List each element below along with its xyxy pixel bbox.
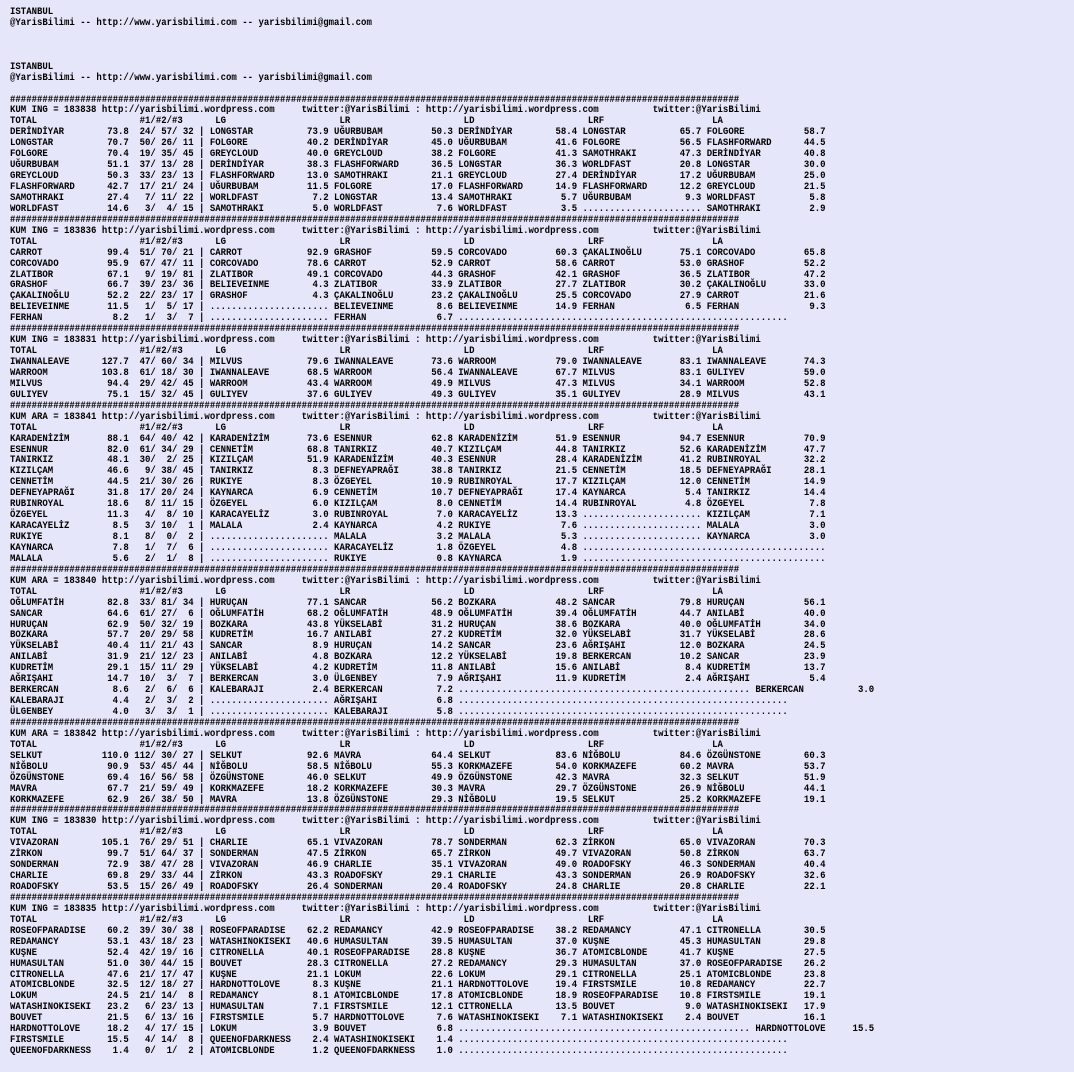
- race-table: [10, 719, 874, 807]
- race-table: [10, 325, 874, 402]
- race-row: CORCOVADO 95.9 67/ 47/ 11 | CORCOVADO 78.6 CARROT 52.9 CARROT 58.6 CARROT 53.0 GRASHOF 52.2: [10, 258, 826, 270]
- race-row: RUKIYE 8.1 8/ 0/ 2 | ...................... MALALA 3.2 MALALA 5.3 ...................... KAYNARCA 3.0: [10, 532, 826, 543]
- race-row: ANILABİ 31.9 21/ 12/ 23 | ANILABİ 4.8 BOZKARA 12.2 YÜKSELABİ 19.8 BERKERCAN 10.2 SANCAR 23.9: [10, 652, 826, 664]
- blank-line: [10, 30, 874, 41]
- race-row: ROADOFSKY 53.5 15/ 26/ 49 | ROADOFSKY 26.4 SONDERMAN 20.4 ROADOFSKY 24.8 CHARLIE 20.8 CHARLIE 22.1: [10, 882, 826, 893]
- race-row: KAYNARCA 7.8 1/ 7/ 6 | ...................... KARACAYELİZ 1.8 ÖZGEYEL 4.8 .............................................: [10, 542, 826, 554]
- race-row: FERHAN 8.2 1/ 3/ 7 | ...................... FERHAN 6.7 .............................................................: [10, 313, 788, 325]
- race-row: GRASHOF 66.7 39/ 23/ 36 | BELIEVEINME 4.3 ZLATIBOR 33.9 ZLATIBOR 27.7 ZLATIBOR 30.2 ÇAKALINOĞLU 33.0: [10, 280, 826, 292]
- race-row: YÜKSELABİ 40.4 11/ 21/ 43 | SANCAR 8.9 HURUÇAN 14.2 SANCAR 23.6 AĞRIŞAHI 12.0 BOZKARA 24.5: [10, 641, 826, 653]
- race-row: WATASHINOKISEKI 23.2 6/ 23/ 13 | HUMASULTAN 7.1 FIRSTSMILE 12.1 CITRONELLA 13.5 BOUVET 9.0 WATASHINOKISEKI 17.9: [10, 1002, 826, 1014]
- race-row: SAMOTHRAKI 27.4 7/ 11/ 22 | WORLDFAST 7.2 LONGSTAR 13.4 SAMOTHRAKI 5.7 UĞURBUBAM 9.3 WORLDFAST 5.8: [10, 192, 826, 204]
- race-row: KORKMAZEFE 62.9 26/ 38/ 50 | MAVRA 13.8 ÖZGÜNSTONE 29.3 NİĞBOLU 19.5 SELKUT 25.2 KORKMAZEFE 19.1: [10, 794, 826, 806]
- race-row: DEFNEYAPRAĞI 31.8 17/ 20/ 24 | KAYNARCA 6.9 CENNETİM 10.7 DEFNEYAPRAĞI 17.4 KAYNARCA 5.4 TANIRKIZ 14.4: [10, 488, 826, 500]
- race-row: RUBINROYAL 18.6 8/ 11/ 15 | ÖZGEYEL 6.0 KIZILÇAM 8.0 CENNETİM 14.4 RUBINROYAL 4.8 ÖZGEYEL 7.8: [10, 499, 826, 511]
- separator-line: #######################################################################################################################################: [10, 892, 740, 904]
- race-row: OĞLUMFATİH 82.8 33/ 81/ 34 | HURUÇAN 77.1 SANCAR 56.2 BOZKARA 48.2 SANCAR 79.8 HURUÇAN 56.1: [10, 597, 826, 609]
- blank-line: [10, 85, 874, 96]
- race-title-line: KUM ING = 183830 http://yarisbilimi.wordpress.com twitter:@YarisBilimi : http://yarisbilimi.wordpress.com twitter:@YarisBilimi: [10, 816, 761, 828]
- race-row: GULIYEV 75.1 15/ 32/ 45 | GULIYEV 37.6 GULIYEV 49.3 GULIYEV 35.1 GULIYEV 28.9 MILVUS 43.1: [10, 389, 826, 401]
- race-row: NİĞBOLU 90.9 53/ 45/ 44 | NİĞBOLU 58.5 NİĞBOLU 55.3 KORKMAZEFE 54.0 KORKMAZEFE 60.2 MAVRA 53.7: [10, 761, 826, 773]
- header-city: ISTANBUL: [10, 7, 54, 18]
- race-row: HARDNOTTOLOVE 18.2 4/ 17/ 15 | LOKUM 3.9 BOUVET 6.8 ...................................................... HARDNOTTOLOVE 15.5: [10, 1024, 875, 1036]
- race-row: WARROOM 103.8 61/ 18/ 30 | IWANNALEAVE 68.5 WARROOM 56.4 IWANNALEAVE 67.7 MILVUS 83.1 GULIYEV 59.0: [10, 367, 826, 379]
- race-table: [10, 402, 874, 566]
- column-header-line: TOTAL #1/#2/#3 LG LR LD LRF LA: [10, 914, 723, 926]
- column-header-line: TOTAL #1/#2/#3 LG LR LD LRF LA: [10, 346, 723, 358]
- race-title-line: KUM ING = 183836 http://yarisbilimi.wordpress.com twitter:@YarisBilimi : http://yarisbilimi.wordpress.com twitter:@YarisBilimi: [10, 225, 761, 237]
- race-table: [10, 806, 874, 894]
- race-row: MAVRA 67.7 21/ 59/ 49 | KORKMAZEFE 18.2 KORKMAZEFE 30.3 MAVRA 29.7 ÖZGÜNSTONE 26.9 NİĞBOLU 44.1: [10, 783, 826, 795]
- race-row: ESENNUR 82.0 61/ 34/ 29 | CENNETİM 68.8 TANIRKIZ 40.7 KIZILÇAM 44.8 TANIRKIZ 52.6 KARADENİZİM 47.7: [10, 444, 826, 456]
- race-row: KARADENİZİM 88.1 64/ 40/ 42 | KARADENİZİM 73.6 ESENNUR 62.8 KARADENİZİM 51.9 ESENNUR 94.7 ESENNUR 70.9: [10, 433, 826, 445]
- race-row: FOLGORE 70.4 19/ 35/ 45 | GREYCLOUD 40.0 GREYCLOUD 38.2 FOLGORE 41.3 SAMOTHRAKI 47.3 DERİNDİYAR 40.8: [10, 149, 826, 161]
- race-row: CHARLIE 69.8 29/ 33/ 44 | ZİRKON 43.3 ROADOFSKY 29.1 CHARLIE 43.3 SONDERMAN 26.9 ROADOFSKY 32.6: [10, 871, 826, 883]
- separator-line: #######################################################################################################################################: [10, 324, 740, 336]
- race-row: REDAMANCY 53.1 43/ 18/ 23 | WATASHINOKISEKI 40.6 HUMASULTAN 39.5 HUMASULTAN 37.0 KUŞNE 45.3 HUMASULTAN 29.8: [10, 936, 826, 948]
- header-contact: @YarisBilimi -- http://www.yarisbilimi.com -- yarisbilimi@gmail.com: [10, 17, 372, 29]
- separator-line: #######################################################################################################################################: [10, 400, 740, 412]
- race-row: VIVAZORAN 105.1 76/ 29/ 51 | CHARLIE 65.1 VIVAZORAN 78.7 SONDERMAN 62.3 ZİRKON 65.0 VIVAZORAN 70.3: [10, 838, 826, 850]
- race-row: MILVUS 94.4 29/ 42/ 45 | WARROOM 43.4 WARROOM 49.9 MILVUS 47.3 MILVUS 34.1 WARROOM 52.8: [10, 378, 826, 390]
- race-report-sheet: [10, 8, 874, 1058]
- race-row: CITRONELLA 47.6 21/ 17/ 47 | KUŞNE 21.1 LOKUM 22.6 LOKUM 29.1 CITRONELLA 25.1 ATOMICBLONDE 23.8: [10, 969, 826, 981]
- race-row: MALALA 5.6 2/ 1/ 8 | ...................... RUKIYE 0.8 KAYNARCA 1.9 .............................................: [10, 553, 826, 565]
- race-row: UĞURBUBAM 51.1 37/ 13/ 28 | DERİNDİYAR 38.3 FLASHFORWARD 36.5 LONGSTAR 36.3 WORLDFAST 20.8 LONGSTAR 30.0: [10, 160, 826, 172]
- column-header-line: TOTAL #1/#2/#3 LG LR LD LRF LA: [10, 827, 723, 839]
- race-row: ZİRKON 99.7 51/ 64/ 37 | SONDERMAN 47.5 ZİRKON 65.7 ZİRKON 49.7 VIVAZORAN 50.8 ZİRKON 63.7: [10, 849, 826, 861]
- race-row: AĞRIŞAHI 14.7 10/ 3/ 7 | BERKERCAN 3.0 ÜLGENBEY 7.9 AĞRIŞAHI 11.9 KUDRETİM 2.4 AĞRIŞAHI 5.4: [10, 674, 826, 686]
- race-row: ROSEOFPARADISE 60.2 39/ 30/ 38 | ROSEOFPARADISE 62.2 REDAMANCY 42.9 ROSEOFPARADISE 38.2 REDAMANCY 47.1 CITRONELLA 30.5: [10, 925, 826, 937]
- race-row: BOUVET 21.5 6/ 13/ 16 | FIRSTSMILE 5.7 HARDNOTTOLOVE 7.6 WATASHINOKISEKI 7.1 WATASHINOKISEKI 2.4 BOUVET 16.1: [10, 1013, 826, 1025]
- race-row: KARACAYELİZ 8.5 3/ 10/ 1 | MALALA 2.4 KAYNARCA 4.2 RUKIYE 7.6 ...................... MALALA 3.0: [10, 521, 826, 533]
- race-table: [10, 216, 874, 325]
- race-table: [10, 96, 874, 216]
- race-row: BOZKARA 57.7 20/ 29/ 58 | KUDRETİM 16.7 ANILABİ 27.2 KUDRETİM 32.0 YÜKSELABİ 31.7 YÜKSELABİ 28.6: [10, 630, 826, 642]
- race-row: ÜLGENBEY 4.0 3/ 3/ 1 | ...................... KALEBARAJI 5.8 .............................................................: [10, 707, 788, 718]
- race-row: DERİNDİYAR 73.8 24/ 57/ 32 | LONGSTAR 73.9 UĞURBUBAM 50.3 DERİNDİYAR 58.4 LONGSTAR 65.7 FOLGORE 58.7: [10, 127, 826, 139]
- race-table: [10, 566, 874, 719]
- race-tables: [10, 96, 874, 1059]
- race-title-line: KUM ARA = 183840 http://yarisbilimi.wordpress.com twitter:@YarisBilimi : http://yarisbilimi.wordpress.com twitter:@YarisBilimi: [10, 575, 761, 587]
- blank-line: [10, 41, 874, 52]
- race-row: KUDRETİM 29.1 15/ 11/ 29 | YÜKSELABİ 4.2 KUDRETİM 11.8 ANILABİ 15.6 ANILABİ 8.4 KUDRETİM 13.7: [10, 663, 826, 675]
- separator-line: #######################################################################################################################################: [10, 94, 740, 106]
- race-title-line: KUM ARA = 183842 http://yarisbilimi.wordpress.com twitter:@YarisBilimi : http://yarisbilimi.wordpress.com twitter:@YarisBilimi: [10, 728, 761, 740]
- separator-line: #######################################################################################################################################: [10, 805, 740, 817]
- race-row: WORLDFAST 14.6 3/ 4/ 15 | SAMOTHRAKI 5.0 WORLDFAST 7.6 WORLDFAST 3.5 ...................... SAMOTHRAKI 2.9: [10, 203, 826, 215]
- header-contact: @YarisBilimi -- http://www.yarisbilimi.com -- yarisbilimi@gmail.com: [10, 72, 372, 84]
- race-row: LOKUM 24.5 21/ 14/ 8 | REDAMANCY 8.1 ATOMICBLONDE 17.8 ATOMICBLONDE 18.9 ROSEOFPARADISE 10.8 FIRSTSMILE 19.1: [10, 991, 826, 1003]
- race-row: BELIEVEINME 11.5 1/ 5/ 17 | ...................... BELIEVEINME 8.6 BELIEVEINME 14.9 FERHAN 6.5 FERHAN 9.3: [10, 302, 826, 314]
- column-header-line: TOTAL #1/#2/#3 LG LR LD LRF LA: [10, 422, 723, 434]
- race-row: SELKUT 110.0 112/ 30/ 27 | SELKUT 92.6 MAVRA 64.4 SELKUT 83.6 NİĞBOLU 84.6 ÖZGÜNSTONE 60.3: [10, 750, 826, 762]
- race-row: ÇAKALINOĞLU 52.2 22/ 23/ 17 | GRASHOF 4.3 ÇAKALINOĞLU 23.2 ÇAKALINOĞLU 25.5 CORCOVADO 27.9 CARROT 21.6: [10, 291, 826, 303]
- race-row: KUŞNE 52.4 42/ 19/ 16 | CITRONELLA 40.1 ROSEOFPARADISE 28.8 KUŞNE 36.7 ATOMICBLONDE 41.7 KUŞNE 27.5: [10, 947, 826, 959]
- race-row: SANCAR 64.6 61/ 27/ 6 | OĞLUMFATİH 68.2 OĞLUMFATİH 48.9 OĞLUMFATİH 39.4 OĞLUMFATİH 44.7 ANILABİ 40.0: [10, 608, 826, 620]
- separator-line: #######################################################################################################################################: [10, 717, 740, 729]
- race-row: TANIRKIZ 48.1 30/ 2/ 25 | KIZILÇAM 51.9 KARADENİZİM 40.3 ESENNUR 28.4 KARADENİZİM 41.2 RUBINROYAL 32.2: [10, 455, 826, 467]
- race-row: HURUÇAN 62.9 50/ 32/ 19 | BOZKARA 43.8 YÜKSELABİ 31.2 HURUÇAN 38.6 BOZKARA 40.0 OĞLUMFATİH 34.0: [10, 619, 826, 631]
- race-row: GREYCLOUD 50.3 33/ 23/ 13 | FLASHFORWARD 13.0 SAMOTHRAKI 21.1 GREYCLOUD 27.4 DERİNDİYAR 17.2 UĞURBUBAM 25.0: [10, 171, 826, 183]
- race-row: HUMASULTAN 51.0 30/ 44/ 15 | BOUVET 28.3 CITRONELLA 27.2 REDAMANCY 29.3 HUMASULTAN 37.0 ROSEOFPARADISE 26.2: [10, 958, 826, 970]
- column-header-line: TOTAL #1/#2/#3 LG LR LD LRF LA: [10, 586, 723, 598]
- race-row: KIZILÇAM 46.6 9/ 38/ 45 | TANIRKIZ 8.3 DEFNEYAPRAĞI 38.8 TANIRKIZ 21.5 CENNETİM 18.5 DEFNEYAPRAĞI 28.1: [10, 466, 826, 478]
- race-row: IWANNALEAVE 127.7 47/ 60/ 34 | MILVUS 79.6 IWANNALEAVE 73.6 WARROOM 79.0 IWANNALEAVE 83.1 IWANNALEAVE 74.3: [10, 357, 826, 368]
- column-header-line: TOTAL #1/#2/#3 LG LR LD LRF LA: [10, 116, 723, 128]
- race-title-line: KUM ARA = 183841 http://yarisbilimi.wordpress.com twitter:@YarisBilimi : http://yarisbilimi.wordpress.com twitter:@YarisBilimi: [10, 411, 761, 423]
- separator-line: #######################################################################################################################################: [10, 214, 740, 226]
- race-row: LONGSTAR 70.7 50/ 26/ 11 | FOLGORE 40.2 DERİNDİYAR 45.0 UĞURBUBAM 41.6 FOLGORE 56.5 FLASHFORWARD 44.5: [10, 138, 826, 150]
- header-city: ISTANBUL: [10, 61, 54, 73]
- race-row: KALEBARAJI 4.4 2/ 3/ 2 | ...................... AĞRIŞAHI 6.8 .............................................................: [10, 696, 788, 708]
- column-header-line: TOTAL #1/#2/#3 LG LR LD LRF LA: [10, 739, 723, 751]
- race-row: BERKERCAN 8.6 2/ 6/ 6 | KALEBARAJI 2.4 BERKERCAN 7.2 ...................................................... BERKERCAN 3.0: [10, 685, 875, 697]
- race-title-line: KUM ING = 183835 http://yarisbilimi.wordpress.com twitter:@YarisBilimi : http://yarisbilimi.wordpress.com twitter:@YarisBilimi: [10, 903, 761, 915]
- race-table: [10, 894, 874, 1058]
- race-row: CARROT 99.4 51/ 70/ 21 | CARROT 92.9 GRASHOF 59.5 CORCOVADO 60.3 ÇAKALINOĞLU 75.1 CORCOVADO 65.8: [10, 247, 826, 259]
- race-row: ATOMICBLONDE 32.5 12/ 18/ 27 | HARDNOTTOLOVE 8.3 KUŞNE 21.1 HARDNOTTOLOVE 19.4 FIRSTSMILE 10.8 REDAMANCY 22.7: [10, 980, 826, 992]
- race-row: ÖZGEYEL 11.3 4/ 8/ 10 | KARACAYELİZ 3.0 RUBINROYAL 7.0 KARACAYELİZ 13.3 ...................... KIZILÇAM 7.1: [10, 510, 826, 522]
- race-title-line: KUM ING = 183831 http://yarisbilimi.wordpress.com twitter:@YarisBilimi : http://yarisbilimi.wordpress.com twitter:@YarisBilimi: [10, 335, 761, 347]
- race-row: ZLATIBOR 67.1 9/ 19/ 81 | ZLATIBOR 49.1 CORCOVADO 44.3 GRASHOF 42.1 GRASHOF 36.5 ZLATIBOR 47.2: [10, 269, 826, 281]
- race-row: QUEENOFDARKNESS 1.4 0/ 1/ 2 | ATOMICBLONDE 1.2 QUEENOFDARKNESS 1.0 .............................................................: [10, 1046, 788, 1058]
- blank-line: [10, 52, 874, 63]
- race-row: FIRSTSMILE 15.5 4/ 14/ 8 | QUEENOFDARKNESS 2.4 WATASHINOKISEKI 1.4 .............................................................: [10, 1035, 788, 1047]
- column-header-line: TOTAL #1/#2/#3 LG LR LD LRF LA: [10, 236, 723, 248]
- race-row: CENNETİM 44.5 21/ 30/ 26 | RUKIYE 8.3 ÖZGEYEL 10.9 RUBINROYAL 17.7 KIZILÇAM 12.0 CENNETİM 14.9: [10, 477, 826, 489]
- separator-line: #######################################################################################################################################: [10, 564, 740, 576]
- race-row: ÖZGÜNSTONE 69.4 16/ 56/ 58 | ÖZGÜNSTONE 46.0 SELKUT 49.9 ÖZGÜNSTONE 42.3 MAVRA 32.3 SELKUT 51.9: [10, 772, 826, 784]
- race-row: SONDERMAN 72.9 38/ 47/ 28 | VIVAZORAN 46.9 CHARLIE 35.1 VIVAZORAN 49.0 ROADOFSKY 46.3 SONDERMAN 40.4: [10, 860, 826, 872]
- race-title-line: KUM ING = 183838 http://yarisbilimi.wordpress.com twitter:@YarisBilimi : http://yarisbilimi.wordpress.com twitter:@YarisBilimi: [10, 105, 761, 117]
- race-row: FLASHFORWARD 42.7 17/ 21/ 24 | UĞURBUBAM 11.5 FOLGORE 17.0 FLASHFORWARD 14.9 FLASHFORWARD 12.2 GREYCLOUD 21.5: [10, 182, 826, 193]
